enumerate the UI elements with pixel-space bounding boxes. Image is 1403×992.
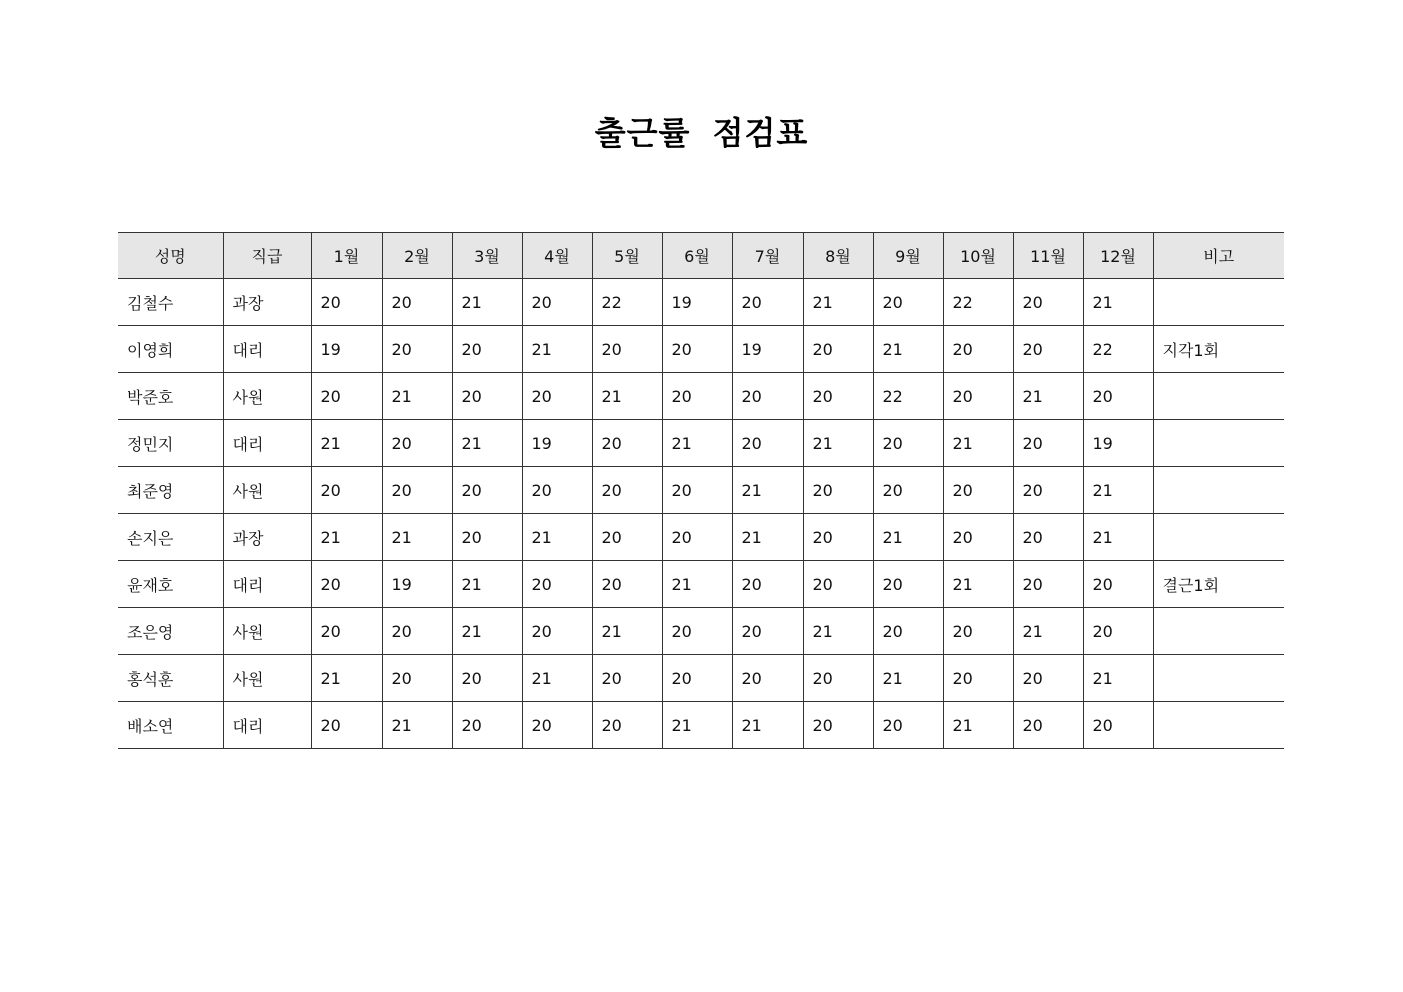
column-header-sep: 9월 bbox=[873, 233, 943, 279]
table-cell-apr: 20 bbox=[522, 467, 592, 514]
table-cell-may: 21 bbox=[592, 608, 662, 655]
table-cell-jun: 20 bbox=[662, 326, 732, 373]
table-cell-oct: 20 bbox=[943, 326, 1013, 373]
table-cell-position: 과장 bbox=[223, 279, 311, 326]
table-cell-may: 20 bbox=[592, 655, 662, 702]
table-cell-jan: 20 bbox=[311, 561, 382, 608]
column-header-position: 직급 bbox=[223, 233, 311, 279]
table-cell-mar: 21 bbox=[452, 608, 522, 655]
table-cell-jul: 20 bbox=[732, 561, 803, 608]
table-row bbox=[118, 561, 1284, 608]
table-cell-feb: 20 bbox=[382, 279, 452, 326]
table-cell-jun: 20 bbox=[662, 514, 732, 561]
table-row bbox=[118, 608, 1284, 655]
table-row bbox=[118, 702, 1284, 749]
table-cell-apr: 21 bbox=[522, 514, 592, 561]
table-cell-aug: 20 bbox=[803, 514, 873, 561]
table-cell-oct: 21 bbox=[943, 702, 1013, 749]
table-cell-oct: 20 bbox=[943, 467, 1013, 514]
table-cell-dec: 20 bbox=[1083, 608, 1153, 655]
table-cell-aug: 21 bbox=[803, 279, 873, 326]
table-cell-aug: 21 bbox=[803, 420, 873, 467]
table-cell-mar: 20 bbox=[452, 326, 522, 373]
table-cell-mar: 20 bbox=[452, 514, 522, 561]
column-header-remarks: 비고 bbox=[1153, 233, 1284, 279]
table-cell-aug: 20 bbox=[803, 655, 873, 702]
table-cell-oct: 21 bbox=[943, 420, 1013, 467]
table-cell-remarks bbox=[1153, 608, 1284, 655]
column-header-may: 5월 bbox=[592, 233, 662, 279]
table-cell-jun: 20 bbox=[662, 608, 732, 655]
table-cell-apr: 20 bbox=[522, 608, 592, 655]
table-cell-jan: 20 bbox=[311, 702, 382, 749]
table-cell-feb: 19 bbox=[382, 561, 452, 608]
table-cell-apr: 21 bbox=[522, 655, 592, 702]
table-cell-nov: 20 bbox=[1013, 326, 1083, 373]
table-cell-feb: 20 bbox=[382, 608, 452, 655]
table-row bbox=[118, 655, 1284, 702]
table-cell-jan: 20 bbox=[311, 608, 382, 655]
attendance-table bbox=[118, 232, 1284, 749]
table-cell-nov: 20 bbox=[1013, 514, 1083, 561]
table-cell-nov: 21 bbox=[1013, 608, 1083, 655]
table-cell-jul: 20 bbox=[732, 420, 803, 467]
table-body bbox=[118, 279, 1284, 749]
table-cell-mar: 20 bbox=[452, 467, 522, 514]
table-cell-feb: 21 bbox=[382, 514, 452, 561]
table-cell-may: 20 bbox=[592, 561, 662, 608]
table-cell-dec: 21 bbox=[1083, 467, 1153, 514]
table-cell-jun: 20 bbox=[662, 467, 732, 514]
table-cell-jul: 19 bbox=[732, 326, 803, 373]
table-cell-nov: 20 bbox=[1013, 279, 1083, 326]
table-cell-aug: 20 bbox=[803, 561, 873, 608]
table-cell-sep: 20 bbox=[873, 420, 943, 467]
table-cell-jan: 20 bbox=[311, 467, 382, 514]
table-cell-dec: 21 bbox=[1083, 655, 1153, 702]
table-cell-apr: 20 bbox=[522, 702, 592, 749]
table-cell-feb: 20 bbox=[382, 467, 452, 514]
table-cell-mar: 21 bbox=[452, 420, 522, 467]
table-cell-may: 20 bbox=[592, 326, 662, 373]
table-cell-position: 사원 bbox=[223, 608, 311, 655]
header-row bbox=[118, 233, 1284, 279]
table-cell-feb: 20 bbox=[382, 655, 452, 702]
table-cell-dec: 21 bbox=[1083, 279, 1153, 326]
table-cell-feb: 20 bbox=[382, 420, 452, 467]
table-cell-sep: 20 bbox=[873, 702, 943, 749]
table-cell-sep: 20 bbox=[873, 279, 943, 326]
table-cell-feb: 20 bbox=[382, 326, 452, 373]
table-cell-may: 21 bbox=[592, 373, 662, 420]
table-cell-name: 최준영 bbox=[118, 467, 223, 514]
table-cell-name: 정민지 bbox=[118, 420, 223, 467]
table-cell-jan: 21 bbox=[311, 514, 382, 561]
table-cell-sep: 20 bbox=[873, 561, 943, 608]
table-cell-jun: 19 bbox=[662, 279, 732, 326]
table-cell-jul: 21 bbox=[732, 514, 803, 561]
table-cell-remarks bbox=[1153, 420, 1284, 467]
table-cell-name: 박준호 bbox=[118, 373, 223, 420]
column-header-jun: 6월 bbox=[662, 233, 732, 279]
table-cell-feb: 21 bbox=[382, 702, 452, 749]
table-cell-apr: 20 bbox=[522, 373, 592, 420]
table-cell-nov: 20 bbox=[1013, 561, 1083, 608]
column-header-dec: 12월 bbox=[1083, 233, 1153, 279]
table-cell-oct: 21 bbox=[943, 561, 1013, 608]
table-cell-apr: 19 bbox=[522, 420, 592, 467]
table-cell-remarks bbox=[1153, 467, 1284, 514]
table-cell-dec: 20 bbox=[1083, 373, 1153, 420]
table-cell-position: 대리 bbox=[223, 326, 311, 373]
table-cell-remarks bbox=[1153, 655, 1284, 702]
table-cell-remarks bbox=[1153, 514, 1284, 561]
column-header-name: 성명 bbox=[118, 233, 223, 279]
table-cell-jun: 21 bbox=[662, 702, 732, 749]
column-header-jul: 7월 bbox=[732, 233, 803, 279]
table-row bbox=[118, 514, 1284, 561]
column-header-apr: 4월 bbox=[522, 233, 592, 279]
table-cell-name: 윤재호 bbox=[118, 561, 223, 608]
table-cell-remarks: 결근1회 bbox=[1153, 561, 1284, 608]
column-header-mar: 3월 bbox=[452, 233, 522, 279]
column-header-oct: 10월 bbox=[943, 233, 1013, 279]
table-cell-sep: 21 bbox=[873, 514, 943, 561]
table-cell-apr: 20 bbox=[522, 561, 592, 608]
table-cell-remarks bbox=[1153, 279, 1284, 326]
table-cell-position: 과장 bbox=[223, 514, 311, 561]
table-cell-dec: 19 bbox=[1083, 420, 1153, 467]
table-cell-name: 배소연 bbox=[118, 702, 223, 749]
table-cell-jul: 21 bbox=[732, 467, 803, 514]
table-cell-name: 조은영 bbox=[118, 608, 223, 655]
table-cell-dec: 20 bbox=[1083, 702, 1153, 749]
table-cell-jul: 20 bbox=[732, 373, 803, 420]
column-header-jan: 1월 bbox=[311, 233, 382, 279]
table-cell-nov: 20 bbox=[1013, 467, 1083, 514]
table-cell-position: 사원 bbox=[223, 373, 311, 420]
table-cell-position: 사원 bbox=[223, 655, 311, 702]
table-cell-name: 김철수 bbox=[118, 279, 223, 326]
table-cell-mar: 21 bbox=[452, 561, 522, 608]
column-header-nov: 11월 bbox=[1013, 233, 1083, 279]
table-cell-remarks: 지각1회 bbox=[1153, 326, 1284, 373]
column-header-aug: 8월 bbox=[803, 233, 873, 279]
table-cell-feb: 21 bbox=[382, 373, 452, 420]
table-cell-apr: 20 bbox=[522, 279, 592, 326]
table-cell-jul: 20 bbox=[732, 279, 803, 326]
table-cell-name: 손지은 bbox=[118, 514, 223, 561]
document-title: 출근률 점검표 bbox=[594, 114, 809, 152]
table-cell-oct: 22 bbox=[943, 279, 1013, 326]
table-row bbox=[118, 373, 1284, 420]
table-cell-nov: 21 bbox=[1013, 373, 1083, 420]
table-cell-sep: 20 bbox=[873, 608, 943, 655]
table-cell-jul: 21 bbox=[732, 702, 803, 749]
table-cell-aug: 20 bbox=[803, 373, 873, 420]
table-cell-dec: 20 bbox=[1083, 561, 1153, 608]
table-cell-oct: 20 bbox=[943, 608, 1013, 655]
table-cell-aug: 20 bbox=[803, 702, 873, 749]
table-cell-sep: 21 bbox=[873, 326, 943, 373]
table-cell-jan: 21 bbox=[311, 420, 382, 467]
table-cell-nov: 20 bbox=[1013, 420, 1083, 467]
table-cell-may: 20 bbox=[592, 420, 662, 467]
table-cell-mar: 20 bbox=[452, 373, 522, 420]
table-cell-jan: 19 bbox=[311, 326, 382, 373]
table-cell-remarks bbox=[1153, 702, 1284, 749]
table-cell-may: 20 bbox=[592, 467, 662, 514]
table-cell-sep: 22 bbox=[873, 373, 943, 420]
table-cell-position: 대리 bbox=[223, 420, 311, 467]
table-cell-mar: 21 bbox=[452, 279, 522, 326]
table-cell-may: 22 bbox=[592, 279, 662, 326]
table-cell-name: 이영희 bbox=[118, 326, 223, 373]
table-cell-dec: 21 bbox=[1083, 514, 1153, 561]
table-cell-aug: 20 bbox=[803, 467, 873, 514]
table-cell-dec: 22 bbox=[1083, 326, 1153, 373]
table-cell-apr: 21 bbox=[522, 326, 592, 373]
table-cell-sep: 20 bbox=[873, 467, 943, 514]
table-cell-position: 사원 bbox=[223, 467, 311, 514]
table-cell-jul: 20 bbox=[732, 655, 803, 702]
table-row bbox=[118, 467, 1284, 514]
table-cell-may: 20 bbox=[592, 702, 662, 749]
table-cell-jun: 21 bbox=[662, 561, 732, 608]
table-cell-nov: 20 bbox=[1013, 655, 1083, 702]
table-cell-aug: 20 bbox=[803, 326, 873, 373]
table-cell-oct: 20 bbox=[943, 655, 1013, 702]
table-cell-jan: 20 bbox=[311, 373, 382, 420]
table-row bbox=[118, 420, 1284, 467]
column-header-feb: 2월 bbox=[382, 233, 452, 279]
table-cell-sep: 21 bbox=[873, 655, 943, 702]
table-cell-nov: 20 bbox=[1013, 702, 1083, 749]
table-cell-may: 20 bbox=[592, 514, 662, 561]
table-cell-jun: 20 bbox=[662, 655, 732, 702]
table-cell-position: 대리 bbox=[223, 561, 311, 608]
table-cell-oct: 20 bbox=[943, 373, 1013, 420]
table-row bbox=[118, 326, 1284, 373]
table-cell-aug: 21 bbox=[803, 608, 873, 655]
table-row bbox=[118, 279, 1284, 326]
table-cell-jun: 20 bbox=[662, 373, 732, 420]
table-cell-mar: 20 bbox=[452, 655, 522, 702]
table-cell-remarks bbox=[1153, 373, 1284, 420]
table-cell-jul: 20 bbox=[732, 608, 803, 655]
table-cell-name: 홍석훈 bbox=[118, 655, 223, 702]
table-cell-oct: 20 bbox=[943, 514, 1013, 561]
table-cell-jun: 21 bbox=[662, 420, 732, 467]
table-cell-mar: 20 bbox=[452, 702, 522, 749]
table-cell-position: 대리 bbox=[223, 702, 311, 749]
table-cell-jan: 21 bbox=[311, 655, 382, 702]
table-cell-jan: 20 bbox=[311, 279, 382, 326]
